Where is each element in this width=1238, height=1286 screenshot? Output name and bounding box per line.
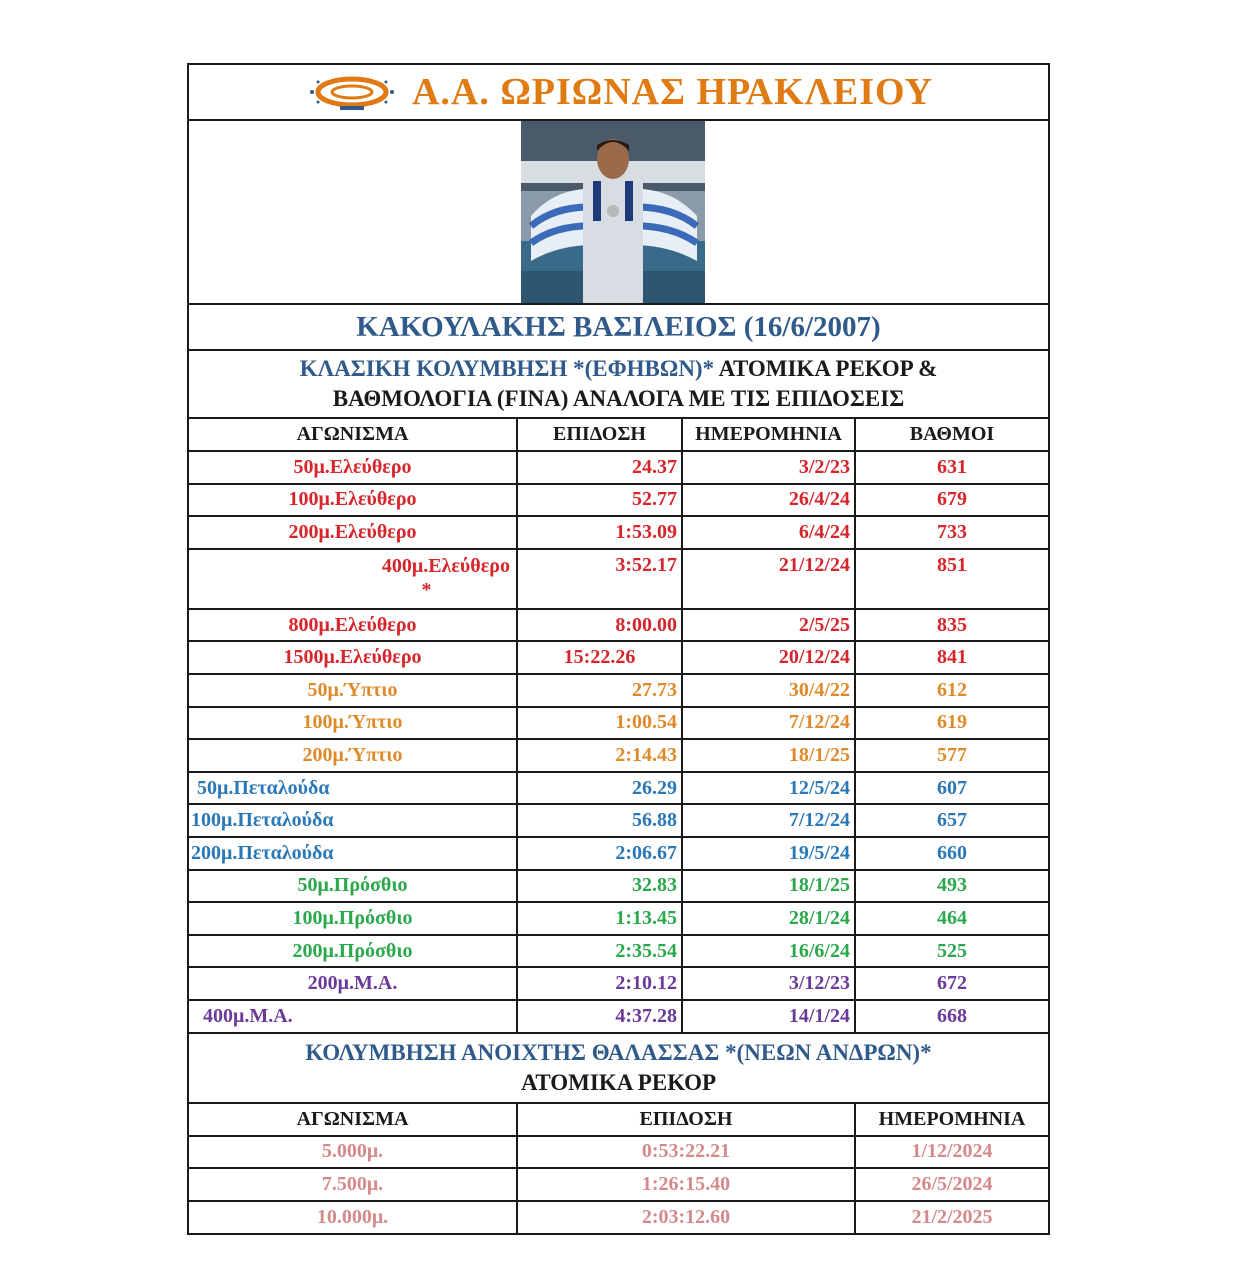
time-cell: 24.37	[517, 451, 682, 484]
time-cell: 1:53.09	[517, 516, 682, 549]
pool-title-line1-b: ΑΤΟΜΙΚΑ ΡΕΚΟΡ &	[714, 356, 938, 381]
date-cell: 6/4/24	[682, 516, 855, 549]
time-cell: 15:22.26	[517, 641, 682, 674]
points-cell: 577	[855, 739, 1048, 772]
open-water-records-table	[189, 1104, 1048, 1234]
ow-time-cell: 0:53:22.21	[517, 1136, 855, 1169]
pool-title-line1-a: ΚΛΑΣΙΚΗ ΚΟΛΥΜΒΗΣΗ *(ΕΦΗΒΩΝ)*	[299, 356, 715, 381]
date-cell: 7/12/24	[682, 804, 855, 837]
event-cell: 50μ.Πρόσθιο	[189, 870, 517, 903]
event-cell: 50μ.Ύπτιο	[189, 674, 517, 707]
club-name: Α.Α. ΩΡΙΩΝΑΣ ΗΡΑΚΛΕΙΟΥ	[411, 71, 934, 113]
table-row	[189, 674, 1048, 707]
points-cell: 657	[855, 804, 1048, 837]
table-row	[189, 1168, 1048, 1201]
event-cell: 50μ.Ελεύθερο	[189, 451, 517, 484]
event-cell: 400μ.Μ.Α.	[189, 1000, 517, 1033]
points-cell: 733	[855, 516, 1048, 549]
ow-title-line2: ΑΤΟΜΙΚΑ ΡΕΚΟΡ	[520, 1069, 717, 1095]
points-cell: 607	[855, 772, 1048, 805]
event-cell	[189, 549, 517, 609]
time-cell: 8:00.00	[517, 609, 682, 642]
points-cell: 612	[855, 674, 1048, 707]
points-cell: 679	[855, 484, 1048, 517]
athlete-name: ΚΑΚΟΥΛΑΚΗΣ ΒΑΣΙΛΕΙΟΣ (16/6/2007)	[189, 305, 1048, 351]
points-cell: 631	[855, 451, 1048, 484]
table-row	[189, 516, 1048, 549]
event-cell: 1500μ.Ελεύθερο	[189, 641, 517, 674]
event-cell: 200μ.Μ.Α.	[189, 967, 517, 1000]
points-cell: 660	[855, 837, 1048, 870]
time-cell: 26.29	[517, 772, 682, 805]
ow-event-cell: 7.500μ.	[189, 1168, 517, 1201]
records-sheet	[187, 63, 1050, 1235]
table-row	[189, 837, 1048, 870]
table-row	[189, 935, 1048, 968]
points-cell: 835	[855, 609, 1048, 642]
pool-header-row	[189, 419, 1048, 451]
table-row	[189, 549, 1048, 609]
event-400-free-mark: *	[421, 578, 432, 601]
date-cell: 14/1/24	[682, 1000, 855, 1033]
date-cell: 19/5/24	[682, 837, 855, 870]
date-cell: 20/12/24	[682, 641, 855, 674]
event-cell: 100μ.Ελεύθερο	[189, 484, 517, 517]
time-cell: 1:13.45	[517, 902, 682, 935]
event-cell: 200μ.Πρόσθιο	[189, 935, 517, 968]
time-cell: 27.73	[517, 674, 682, 707]
time-cell: 1:00.54	[517, 707, 682, 740]
table-row	[189, 739, 1048, 772]
open-water-section-title	[189, 1034, 1048, 1104]
event-400-free	[193, 554, 512, 602]
time-cell: 4:37.28	[517, 1000, 682, 1033]
table-row	[189, 804, 1048, 837]
col-points: ΒΑΘΜΟΙ	[855, 419, 1048, 451]
club-logo-icon	[304, 70, 400, 114]
points-cell: 668	[855, 1000, 1048, 1033]
time-cell: 56.88	[517, 804, 682, 837]
date-cell: 18/1/25	[682, 739, 855, 772]
col-time: ΕΠΙΔΟΣΗ	[517, 419, 682, 451]
event-cell: 100μ.Πεταλούδα	[189, 804, 517, 837]
event-cell: 800μ.Ελεύθερο	[189, 609, 517, 642]
pool-section-title	[189, 351, 1048, 419]
ow-header-row	[189, 1104, 1048, 1136]
ow-col-date: ΗΜΕΡΟΜΗΝΙΑ	[855, 1104, 1048, 1136]
table-row	[189, 1201, 1048, 1234]
time-cell: 3:52.17	[517, 549, 682, 609]
club-header	[189, 65, 1048, 121]
table-row	[189, 1136, 1048, 1169]
athlete-photo	[521, 121, 705, 303]
points-cell: 851	[855, 549, 1048, 609]
table-row	[189, 967, 1048, 1000]
ow-event-cell: 5.000μ.	[189, 1136, 517, 1169]
date-cell: 7/12/24	[682, 707, 855, 740]
time-cell: 2:35.54	[517, 935, 682, 968]
pool-title-line1	[300, 354, 938, 384]
ow-title-line1: ΚΟΛΥΜΒΗΣΗ ΑΝΟΙΧΤΗΣ ΘΑΛΑΣΣΑΣ *(ΝΕΩΝ ΑΝΔΡΩΝ)*	[305, 1039, 932, 1065]
pool-title-line2: ΒΑΘΜΟΛΟΓΙΑ (FINA) ΑΝΑΛΟΓΑ ΜΕ ΤΙΣ ΕΠΙΔΟΣΕΙΣ	[332, 386, 905, 411]
date-cell: 2/5/25	[682, 609, 855, 642]
points-cell: 525	[855, 935, 1048, 968]
table-row	[189, 707, 1048, 740]
photo-row	[189, 121, 1048, 305]
table-row	[189, 484, 1048, 517]
time-cell: 32.83	[517, 870, 682, 903]
date-cell: 18/1/25	[682, 870, 855, 903]
ow-date-cell: 26/5/2024	[855, 1168, 1048, 1201]
table-row	[189, 1000, 1048, 1033]
event-cell: 200μ.Ύπτιο	[189, 739, 517, 772]
date-cell: 12/5/24	[682, 772, 855, 805]
col-date: ΗΜΕΡΟΜΗΝΙΑ	[682, 419, 855, 451]
event-cell: 200μ.Πεταλούδα	[189, 837, 517, 870]
ow-date-cell: 21/2/2025	[911, 1205, 993, 1228]
event-cell: 200μ.Ελεύθερο	[189, 516, 517, 549]
date-cell: 3/12/23	[682, 967, 855, 1000]
points-cell: 672	[855, 967, 1048, 1000]
pool-records-table	[189, 419, 1048, 1034]
event-cell: 100μ.Πρόσθιο	[189, 902, 517, 935]
points-cell: 619	[855, 707, 1048, 740]
table-row	[189, 641, 1048, 674]
event-400-free-label: 400μ.Ελεύθερο	[381, 554, 510, 577]
col-event: ΑΓΩΝΙΣΜΑ	[189, 419, 517, 451]
event-cell: 100μ.Ύπτιο	[189, 707, 517, 740]
ow-time-cell: 1:26:15.40	[517, 1168, 855, 1201]
ow-event-cell: 10.000μ.	[189, 1201, 517, 1234]
table-row	[189, 902, 1048, 935]
date-cell: 21/12/24	[682, 549, 855, 609]
date-cell: 26/4/24	[682, 484, 855, 517]
points-cell: 464	[855, 902, 1048, 935]
time-cell: 2:14.43	[517, 739, 682, 772]
ow-col-event: ΑΓΩΝΙΣΜΑ	[189, 1104, 517, 1136]
ow-date-cell: 1/12/2024	[855, 1136, 1048, 1169]
date-cell: 28/1/24	[682, 902, 855, 935]
time-cell: 2:10.12	[517, 967, 682, 1000]
table-row	[189, 609, 1048, 642]
table-row	[189, 772, 1048, 805]
points-cell: 841	[855, 641, 1048, 674]
date-cell: 30/4/22	[682, 674, 855, 707]
time-cell: 52.77	[517, 484, 682, 517]
ow-time-cell: 2:03:12.60	[517, 1201, 855, 1234]
time-cell: 2:06.67	[517, 837, 682, 870]
date-cell: 3/2/23	[682, 451, 855, 484]
date-cell: 16/6/24	[682, 935, 855, 968]
points-cell: 493	[855, 870, 1048, 903]
table-row	[189, 451, 1048, 484]
table-row	[189, 870, 1048, 903]
event-cell: 50μ.Πεταλούδα	[189, 772, 517, 805]
ow-col-time: ΕΠΙΔΟΣΗ	[517, 1104, 855, 1136]
